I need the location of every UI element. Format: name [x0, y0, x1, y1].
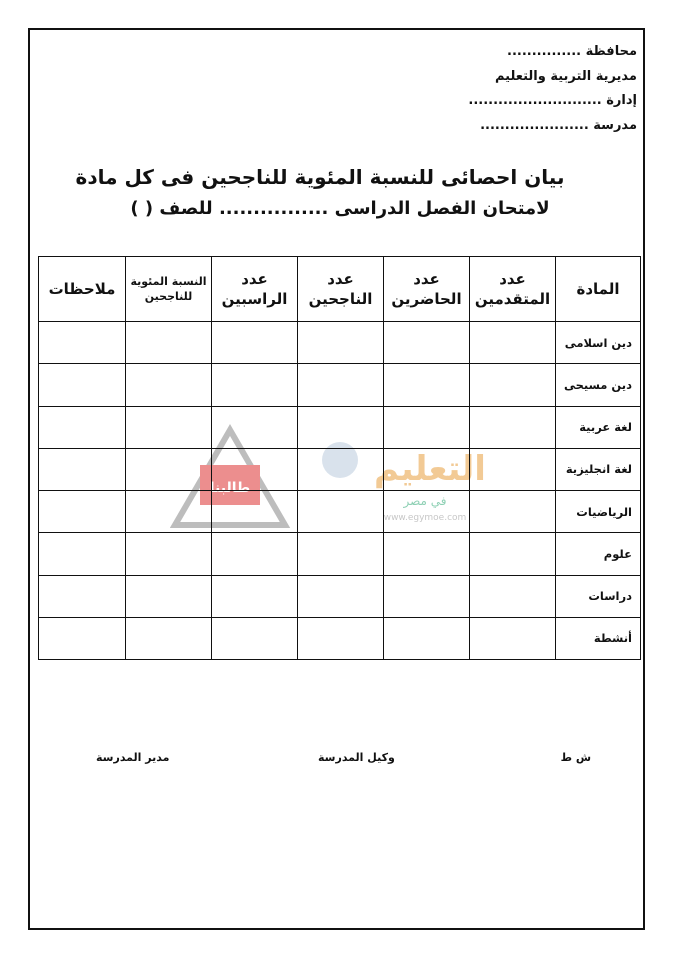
subject-cell: دين مسيحى — [556, 364, 641, 406]
header-info — [468, 40, 637, 138]
table-cell[interactable] — [298, 448, 384, 490]
table-cell[interactable] — [384, 322, 470, 364]
subject-cell: دين اسلامى — [556, 322, 641, 364]
table-row — [39, 491, 641, 533]
table-cell[interactable] — [126, 322, 212, 364]
table-cell[interactable] — [126, 533, 212, 575]
table-cell[interactable] — [212, 533, 298, 575]
watermark-text: التعليم — [374, 449, 486, 489]
table-cell[interactable] — [384, 617, 470, 659]
statistics-table — [38, 256, 641, 660]
header-pass-percentage: النسبة المئوية للناجحين — [126, 257, 212, 322]
table-cell[interactable] — [470, 575, 556, 617]
header-failed: عدد الراسبين — [212, 257, 298, 322]
table-cell[interactable] — [298, 406, 384, 448]
table-cell[interactable] — [470, 617, 556, 659]
signature-deputy: وكيل المدرسة — [318, 751, 395, 764]
table-cell[interactable] — [39, 364, 126, 406]
header-passed: عدد الناجحين — [298, 257, 384, 322]
table-cell[interactable] — [212, 322, 298, 364]
table-cell[interactable] — [470, 491, 556, 533]
administration-line: إدارة ........................... — [468, 93, 637, 108]
subject-cell: لغة انجليزية — [556, 448, 641, 490]
table-cell[interactable] — [126, 364, 212, 406]
table-cell[interactable] — [298, 322, 384, 364]
table-cell[interactable] — [384, 575, 470, 617]
table-cell[interactable] — [39, 448, 126, 490]
table-cell[interactable] — [212, 617, 298, 659]
table-cell[interactable] — [298, 491, 384, 533]
table-cell[interactable] — [470, 364, 556, 406]
table-row — [39, 322, 641, 364]
table-cell[interactable] — [298, 575, 384, 617]
table-cell[interactable] — [470, 406, 556, 448]
table-row — [39, 533, 641, 575]
school-line: مدرسة ...................... — [480, 117, 637, 133]
table-cell[interactable] — [384, 364, 470, 406]
directorate-line: مديرية التربية والتعليم — [494, 68, 637, 84]
governorate-line: محافظة ............... — [507, 44, 637, 59]
table-cell[interactable] — [470, 533, 556, 575]
table-cell[interactable] — [384, 406, 470, 448]
signature-principal: مدير المدرسة — [96, 751, 170, 764]
table-cell[interactable] — [39, 406, 126, 448]
table-cell[interactable] — [298, 364, 384, 406]
table-cell[interactable] — [384, 491, 470, 533]
table-cell[interactable] — [39, 575, 126, 617]
table-row — [39, 364, 641, 406]
table-cell[interactable] — [384, 533, 470, 575]
watermark-url: www.egymoe.com — [383, 513, 467, 523]
table-cell[interactable] — [126, 406, 212, 448]
subject-cell: لغة عربية — [556, 406, 641, 448]
table-cell[interactable] — [126, 491, 212, 533]
table-cell[interactable] — [126, 575, 212, 617]
table-cell[interactable] — [212, 491, 298, 533]
document-title: بيان احصائى للنسبة المئوية للناجحين فى كل مادة — [75, 165, 565, 189]
subject-cell: أنشطة — [556, 617, 641, 659]
table-cell[interactable] — [126, 617, 212, 659]
table-row — [39, 406, 641, 448]
table-row — [39, 575, 641, 617]
signature-affairs: ش ط — [560, 751, 591, 764]
header-notes: ملاحظات — [39, 257, 126, 322]
watermark-subtext: في مصر — [403, 494, 447, 508]
table-cell[interactable] — [126, 448, 212, 490]
table-cell[interactable] — [212, 364, 298, 406]
table-cell[interactable] — [39, 533, 126, 575]
table-cell[interactable] — [470, 322, 556, 364]
table-cell[interactable] — [470, 448, 556, 490]
table-row — [39, 448, 641, 490]
table-cell[interactable] — [39, 491, 126, 533]
header-subject: المادة — [556, 257, 641, 322]
table-cell[interactable] — [212, 575, 298, 617]
header-present: عدد الحاضرين — [384, 257, 470, 322]
table-cell[interactable] — [212, 406, 298, 448]
subject-cell: علوم — [556, 533, 641, 575]
watermark-badge: طالبنا — [209, 480, 251, 496]
document-subtitle: لامتحان الفصل الدراسى ................ للصف ( ) — [130, 198, 550, 219]
table-cell[interactable] — [298, 617, 384, 659]
subject-cell: الرياضيات — [556, 491, 641, 533]
table-row — [39, 617, 641, 659]
header-applicants: عدد المتقدمين — [470, 257, 556, 322]
table-header-row — [39, 257, 641, 322]
table-cell[interactable] — [212, 448, 298, 490]
table-cell[interactable] — [298, 533, 384, 575]
table-cell[interactable] — [39, 322, 126, 364]
table-cell[interactable] — [39, 617, 126, 659]
table-cell[interactable] — [384, 448, 470, 490]
subject-cell: دراسات — [556, 575, 641, 617]
